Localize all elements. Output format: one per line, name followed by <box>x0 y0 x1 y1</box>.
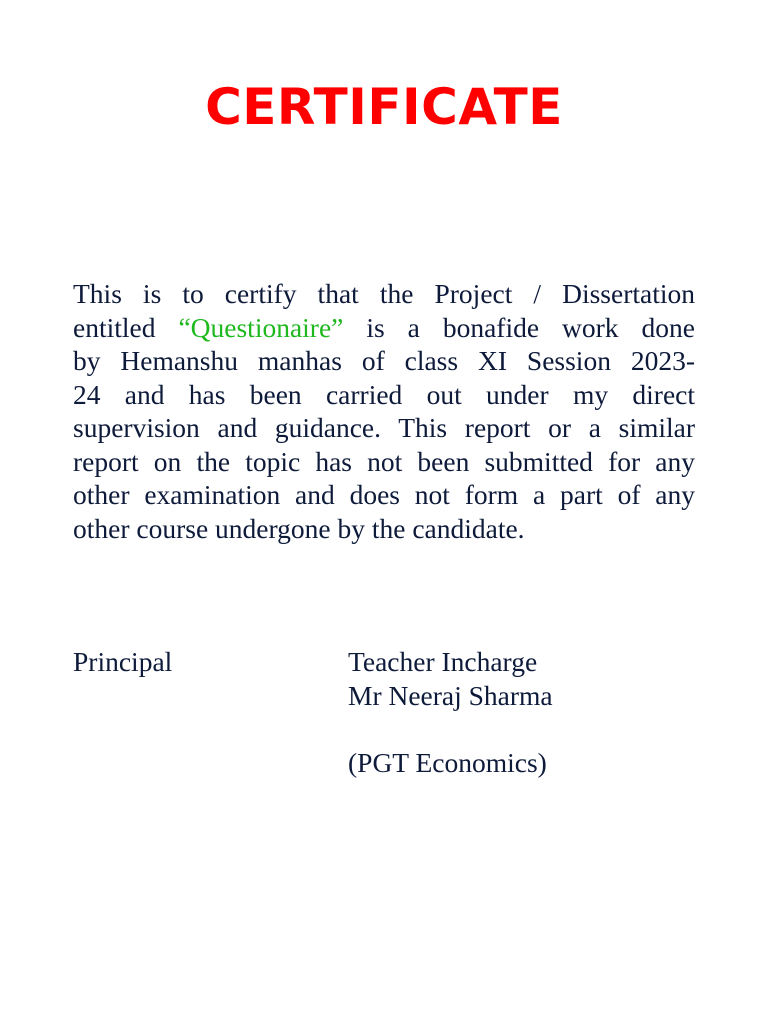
body-line-text: 24 and has been carried out under my direct <box>73 378 695 410</box>
body-line-text: supervision and guidance. This report or a similar <box>73 412 695 443</box>
body-line <box>73 344 695 378</box>
body-line <box>73 378 695 412</box>
body-line <box>73 478 695 512</box>
certificate-title: CERTIFICATE <box>205 78 563 136</box>
body-line <box>73 311 695 345</box>
body-line-text: This is to certify that the Project / Dissertation <box>73 278 695 309</box>
body-line-text: is a bonafide work done <box>343 311 695 343</box>
body-line <box>73 277 695 311</box>
teacher-name: Mr Neeraj Sharma <box>348 680 553 711</box>
project-title: “Questionaire” <box>178 311 344 343</box>
body-line-text: entitled <box>73 311 179 343</box>
certificate-body <box>73 277 695 545</box>
teacher-designation: (PGT Economics) <box>348 747 547 778</box>
body-line <box>73 445 695 479</box>
body-line-text: by Hemanshu manhas of class XI Session 2023- <box>73 345 695 376</box>
teacher-role-label: Teacher Incharge <box>348 646 538 677</box>
body-line-text: report on the topic has not been submitted for any <box>73 445 695 477</box>
body-line <box>73 512 695 546</box>
body-line <box>73 411 695 445</box>
principal-label: Principal <box>73 646 173 677</box>
body-line-text: other examination and does not form a part of any <box>73 479 695 510</box>
body-line-text: other course undergone by the candidate. <box>73 512 525 544</box>
